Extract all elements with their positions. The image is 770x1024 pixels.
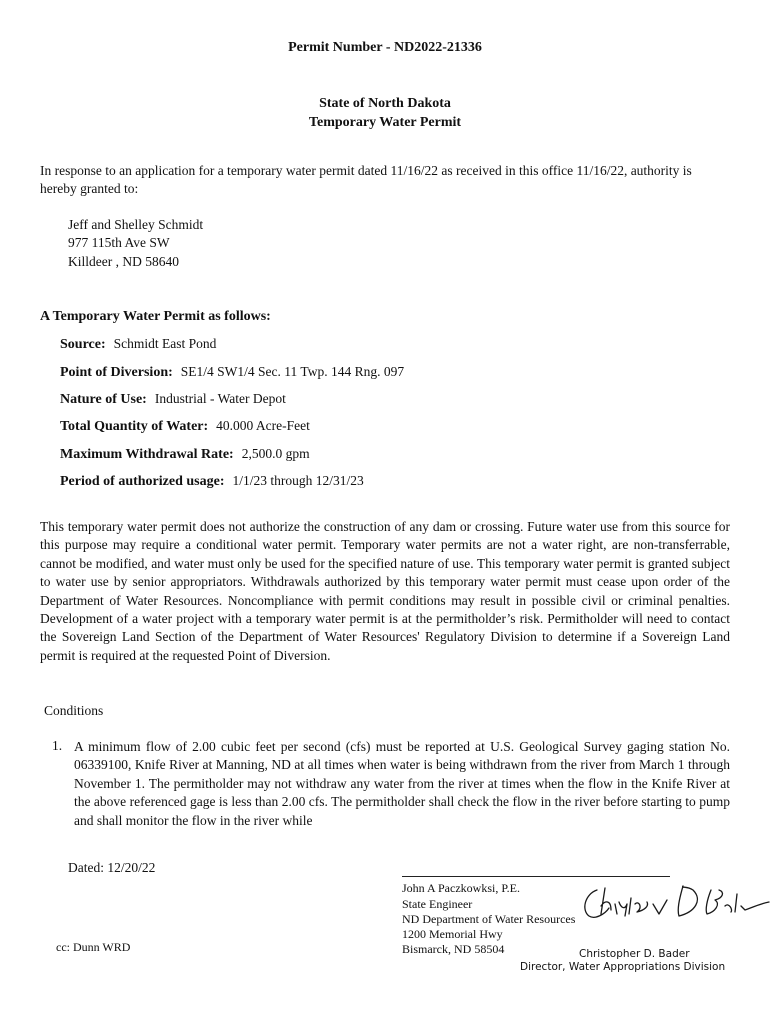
cc-line: cc: Dunn WRD	[56, 940, 131, 954]
field-value: SE1/4 SW1/4 Sec. 11 Twp. 144 Rng. 097	[180, 364, 405, 379]
field-total-quantity	[60, 418, 310, 435]
state-name: State of North Dakota	[319, 96, 451, 111]
field-value: 40.000 Acre-Feet	[216, 418, 310, 433]
signature-line	[402, 876, 670, 877]
field-label: Nature of Use:	[60, 392, 147, 407]
handwritten-signature	[575, 880, 770, 926]
permit-number: Permit Number - ND2022-21336	[288, 40, 482, 55]
field-label: Period of authorized usage:	[60, 474, 225, 489]
field-value: 2,500.0 gpm	[241, 446, 310, 461]
signer-title: State Engineer	[402, 897, 473, 911]
director-title: Director, Water Appropriations Division	[520, 961, 726, 973]
field-value: Industrial - Water Depot	[154, 391, 286, 406]
conditions-heading: Conditions	[44, 703, 104, 718]
signer-name: John A Paczkowksi, P.E.	[402, 881, 521, 895]
field-label: Total Quantity of Water:	[60, 419, 209, 434]
field-label: Point of Diversion:	[60, 365, 173, 380]
field-nature-of-use	[60, 391, 286, 408]
dated-line: Dated: 12/20/22	[68, 860, 156, 875]
permit-heading: A Temporary Water Permit as follows:	[40, 309, 271, 324]
signer-city: Bismarck, ND 58504	[402, 942, 505, 956]
field-point-of-diversion	[60, 364, 404, 381]
terms-paragraph: This temporary water permit does not authorize the construction of any dam or crossing. Future water use from this source for this purpose may require a conditional water permit. Temporary water permits are not a water right, are non-transferrable, cannot be modified, and water must only be used for the specified nature of use. This temporary water permit is granted subject to water use by senior appropriators. Withdrawals authorized by this temporary water permit must cease upon order of the Department of Water Resources. Noncompliance with permit conditions may result in possible civil or criminal penalties. Development of a water project with a temporary water permit is at the permitholder’s risk. Permitholder will need to contact the Sovereign Land Section of the Department of Water Resources' Regulatory Division to determine if a Sovereign Land permit is required at the requested Point of Diversion.	[40, 519, 730, 663]
document-title: Temporary Water Permit	[308, 115, 462, 130]
field-label: Maximum Withdrawal Rate:	[60, 447, 234, 462]
field-max-withdrawal-rate	[60, 446, 310, 463]
condition-number: 1.	[52, 738, 63, 753]
condition-text: A minimum flow of 2.00 cubic feet per second (cfs) must be reported at U.S. Geological Survey gaging station No. 06339100, Knife River at Manning, ND at all times when water is being withdrawn from the river from March 1 through November 1. The permitholder may not withdraw any water from the river at times when the flow in the Knife River at the above referenced gage is less than 2.00 cfs. The permitholder shall check the flow in the river before starting to pump and shall monitor the flow in the river while	[74, 739, 730, 828]
field-source	[60, 336, 216, 353]
director-name: Christopher D. Bader	[579, 948, 690, 960]
grantee-street: 977 115th Ave SW	[68, 235, 170, 250]
signer-department: ND Department of Water Resources	[402, 912, 576, 926]
field-value: Schmidt East Pond	[113, 336, 217, 351]
intro-paragraph: In response to an application for a temporary water permit dated 11/16/22 as received in this office 11/16/22, authority is hereby granted to:	[40, 163, 692, 197]
field-period-of-usage	[60, 473, 364, 490]
field-label: Source:	[60, 337, 106, 352]
grantee-city: Killdeer , ND 58640	[68, 254, 179, 269]
signer-address: 1200 Memorial Hwy	[402, 927, 503, 941]
grantee-name: Jeff and Shelley Schmidt	[68, 217, 204, 232]
field-value: 1/1/23 through 12/31/23	[232, 473, 364, 488]
